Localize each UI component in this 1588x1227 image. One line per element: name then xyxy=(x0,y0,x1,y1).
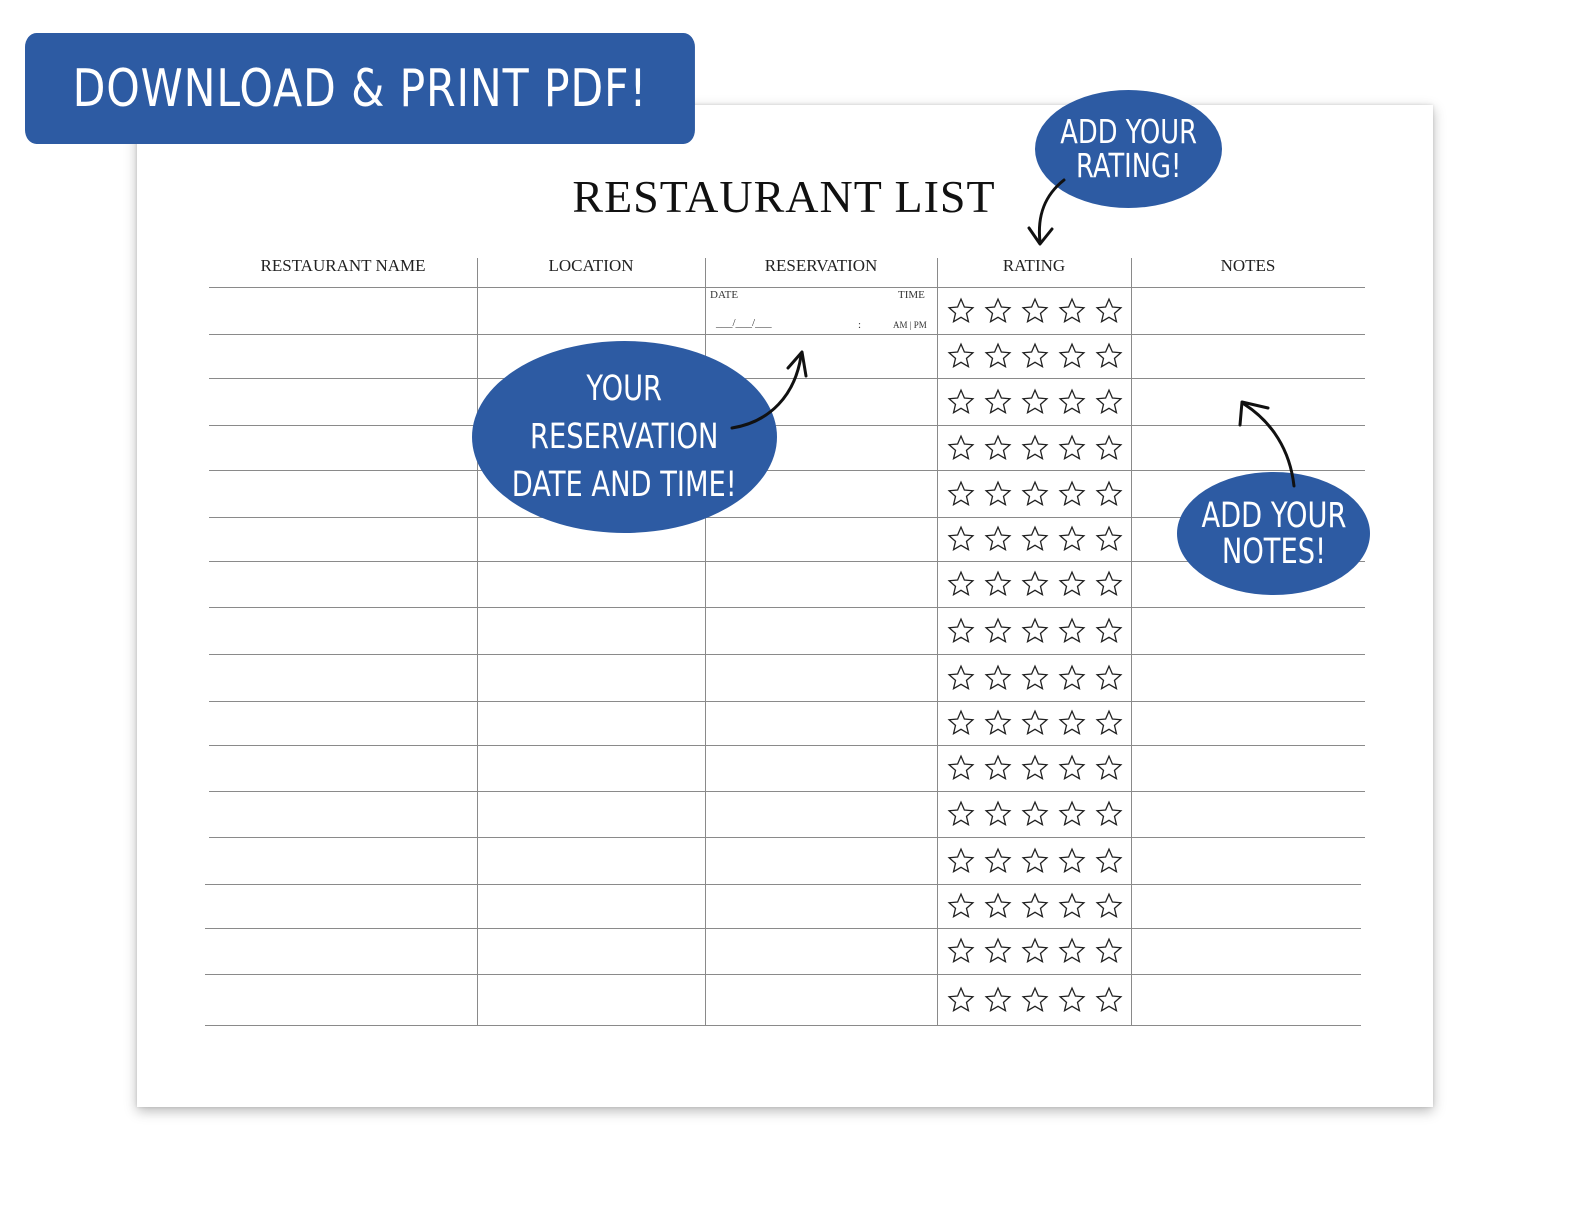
star-icon[interactable] xyxy=(1021,937,1049,965)
row-rule xyxy=(209,378,1365,379)
star-icon[interactable] xyxy=(1058,709,1086,737)
reservation-callout xyxy=(472,341,777,533)
star-icon[interactable] xyxy=(984,709,1012,737)
rating-callout-line2: RATING! xyxy=(1075,146,1182,185)
row-rule xyxy=(209,425,1365,426)
star-icon[interactable] xyxy=(1058,986,1086,1014)
column-divider xyxy=(1131,258,1132,1025)
column-divider xyxy=(477,258,478,1025)
rating-stars-row[interactable] xyxy=(947,525,1123,553)
star-icon[interactable] xyxy=(947,986,975,1014)
star-icon[interactable] xyxy=(984,388,1012,416)
star-icon[interactable] xyxy=(984,754,1012,782)
star-icon[interactable] xyxy=(947,525,975,553)
star-icon[interactable] xyxy=(1095,800,1123,828)
rating-stars-row[interactable] xyxy=(947,709,1123,737)
star-icon[interactable] xyxy=(984,434,1012,462)
download-banner[interactable] xyxy=(25,33,695,144)
notes-callout xyxy=(1177,472,1370,595)
star-icon[interactable] xyxy=(1058,297,1086,325)
rating-stars-row[interactable] xyxy=(947,664,1123,692)
star-icon[interactable] xyxy=(984,664,1012,692)
reservation-callout-line3: DATE AND TIME! xyxy=(512,465,737,505)
star-icon[interactable] xyxy=(1058,892,1086,920)
column-divider xyxy=(937,258,938,1025)
reservation-callout-line2: RESERVATION xyxy=(530,417,719,457)
row-rule xyxy=(209,837,1365,838)
rating-callout-line1: ADD YOUR xyxy=(1060,112,1197,151)
column-header-rating: RATING xyxy=(1002,256,1066,275)
star-icon[interactable] xyxy=(1095,986,1123,1014)
star-icon[interactable] xyxy=(1095,480,1123,508)
rating-stars-row[interactable] xyxy=(947,800,1123,828)
reservation-time-colon: : xyxy=(858,319,862,331)
star-icon[interactable] xyxy=(1095,617,1123,645)
star-icon[interactable] xyxy=(1058,480,1086,508)
star-icon[interactable] xyxy=(947,937,975,965)
star-icon[interactable] xyxy=(1021,480,1049,508)
star-icon[interactable] xyxy=(1095,664,1123,692)
reservation-callout-line1: YOUR xyxy=(586,369,663,409)
star-icon[interactable] xyxy=(947,388,975,416)
star-icon[interactable] xyxy=(1058,570,1086,598)
star-icon[interactable] xyxy=(1095,892,1123,920)
star-icon[interactable] xyxy=(947,664,975,692)
star-icon[interactable] xyxy=(947,847,975,875)
star-icon[interactable] xyxy=(947,754,975,782)
notes-callout-line1: ADD YOUR xyxy=(1200,495,1347,536)
star-icon[interactable] xyxy=(947,800,975,828)
rating-stars-row[interactable] xyxy=(947,388,1123,416)
star-icon[interactable] xyxy=(1021,297,1049,325)
star-icon[interactable] xyxy=(984,342,1012,370)
star-icon[interactable] xyxy=(1021,847,1049,875)
row-rule xyxy=(209,745,1365,746)
rating-stars-row[interactable] xyxy=(947,892,1123,920)
page-title: RESTAURANT LIST xyxy=(572,171,996,222)
star-icon[interactable] xyxy=(1095,297,1123,325)
rating-stars-row[interactable] xyxy=(947,754,1123,782)
column-header-reservation: RESERVATION xyxy=(764,256,878,275)
star-icon[interactable] xyxy=(947,709,975,737)
star-icon[interactable] xyxy=(984,525,1012,553)
row-rule xyxy=(205,974,1361,975)
star-icon[interactable] xyxy=(1021,570,1049,598)
star-icon[interactable] xyxy=(1021,709,1049,737)
star-icon[interactable] xyxy=(1021,800,1049,828)
rating-stars-row[interactable] xyxy=(947,480,1123,508)
star-icon[interactable] xyxy=(1021,754,1049,782)
row-rule xyxy=(205,1025,1361,1026)
star-icon[interactable] xyxy=(984,937,1012,965)
star-icon[interactable] xyxy=(1021,434,1049,462)
rating-stars-row[interactable] xyxy=(947,570,1123,598)
star-icon[interactable] xyxy=(984,800,1012,828)
star-icon[interactable] xyxy=(1095,388,1123,416)
column-header-restaurant-name: RESTAURANT NAME xyxy=(260,256,426,275)
notes-callout-line2: NOTES! xyxy=(1221,531,1326,572)
rating-stars-row[interactable] xyxy=(947,986,1123,1014)
star-icon[interactable] xyxy=(1021,525,1049,553)
star-icon[interactable] xyxy=(984,892,1012,920)
row-rule xyxy=(205,928,1361,929)
star-icon[interactable] xyxy=(1058,847,1086,875)
star-icon[interactable] xyxy=(1095,525,1123,553)
reservation-date-label: DATE xyxy=(710,289,739,301)
star-icon[interactable] xyxy=(984,570,1012,598)
column-header-notes: NOTES xyxy=(1220,256,1276,275)
star-icon[interactable] xyxy=(947,570,975,598)
rating-stars-row[interactable] xyxy=(947,342,1123,370)
star-icon[interactable] xyxy=(947,617,975,645)
rating-stars-row[interactable] xyxy=(947,297,1123,325)
star-icon[interactable] xyxy=(1095,847,1123,875)
row-rule xyxy=(209,701,1365,702)
star-icon[interactable] xyxy=(1058,800,1086,828)
column-header-location: LOCATION xyxy=(548,256,634,275)
star-icon[interactable] xyxy=(1058,388,1086,416)
star-icon[interactable] xyxy=(947,434,975,462)
star-icon[interactable] xyxy=(1058,617,1086,645)
star-icon[interactable] xyxy=(984,617,1012,645)
row-rule xyxy=(209,607,1365,608)
star-icon[interactable] xyxy=(984,847,1012,875)
rating-stars-row[interactable] xyxy=(947,617,1123,645)
star-icon[interactable] xyxy=(1021,664,1049,692)
star-icon[interactable] xyxy=(1095,937,1123,965)
star-icon[interactable] xyxy=(1058,937,1086,965)
star-icon[interactable] xyxy=(947,480,975,508)
rating-callout xyxy=(1035,90,1222,208)
rating-stars-row[interactable] xyxy=(947,434,1123,462)
reservation-ampm[interactable]: AM | PM xyxy=(893,320,927,330)
reservation-date-blank[interactable]: ___/___/___ xyxy=(716,317,772,329)
star-icon[interactable] xyxy=(1095,434,1123,462)
star-icon[interactable] xyxy=(984,986,1012,1014)
star-icon[interactable] xyxy=(984,297,1012,325)
star-icon[interactable] xyxy=(1021,986,1049,1014)
row-rule xyxy=(205,884,1361,885)
rating-stars-row[interactable] xyxy=(947,847,1123,875)
star-icon[interactable] xyxy=(1058,664,1086,692)
star-icon[interactable] xyxy=(1095,754,1123,782)
row-rule xyxy=(209,654,1365,655)
star-icon[interactable] xyxy=(984,480,1012,508)
row-rule xyxy=(209,287,1365,288)
star-icon[interactable] xyxy=(1021,892,1049,920)
star-icon[interactable] xyxy=(1058,342,1086,370)
row-rule xyxy=(209,791,1365,792)
star-icon[interactable] xyxy=(1021,388,1049,416)
star-icon[interactable] xyxy=(1058,754,1086,782)
reservation-time-label: TIME xyxy=(898,289,925,301)
star-icon[interactable] xyxy=(1021,342,1049,370)
star-icon[interactable] xyxy=(947,342,975,370)
row-rule xyxy=(209,334,1365,335)
star-icon[interactable] xyxy=(1095,709,1123,737)
rating-stars-row[interactable] xyxy=(947,937,1123,965)
star-icon[interactable] xyxy=(1095,570,1123,598)
star-icon[interactable] xyxy=(1021,617,1049,645)
star-icon[interactable] xyxy=(1058,525,1086,553)
row-rule xyxy=(209,470,1365,471)
star-icon[interactable] xyxy=(1095,342,1123,370)
star-icon[interactable] xyxy=(947,297,975,325)
star-icon[interactable] xyxy=(1058,434,1086,462)
star-icon[interactable] xyxy=(947,892,975,920)
banner-text: DOWNLOAD & PRINT PDF! xyxy=(72,58,648,119)
